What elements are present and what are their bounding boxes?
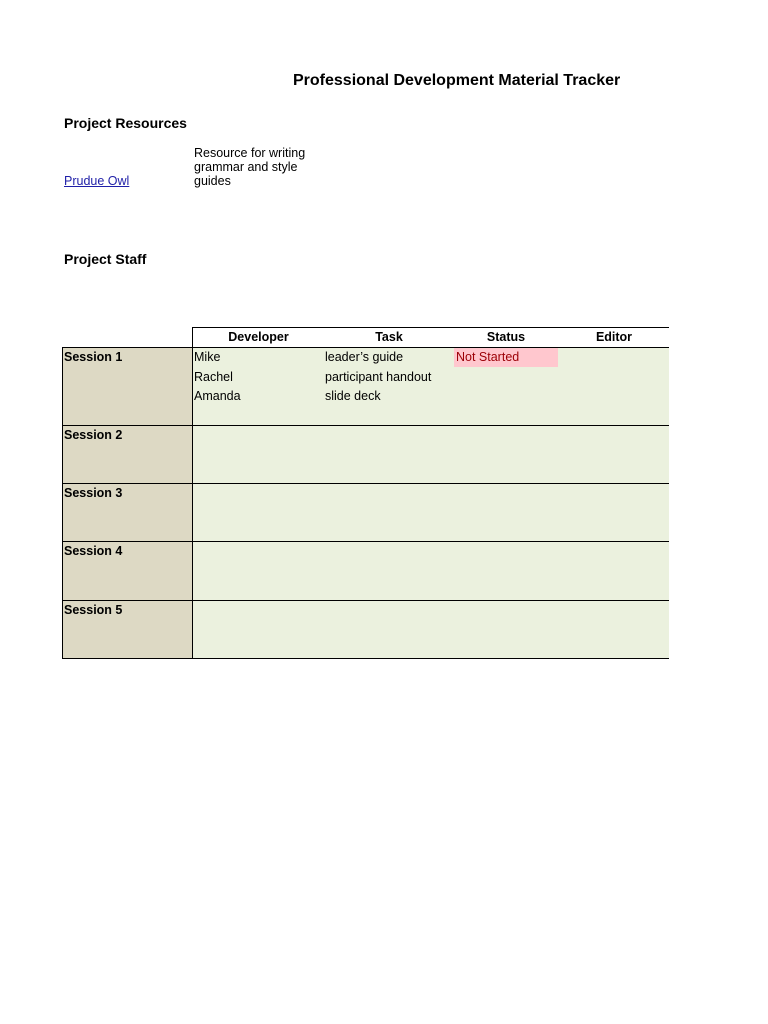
status-text: Not Started: [456, 350, 520, 364]
session-block-5: [62, 600, 669, 658]
tracker-table: [62, 327, 669, 659]
session-label: Session 4: [64, 544, 123, 558]
session-label-cell: [62, 426, 193, 483]
session-label: Session 1: [64, 350, 123, 364]
session-body[interactable]: [193, 426, 669, 483]
session-label-cell: [62, 484, 193, 541]
tracker-header-row: [192, 327, 669, 347]
session-label: Session 5: [64, 603, 123, 617]
developer-cell[interactable]: Amanda: [194, 389, 241, 403]
session-label-cell: [62, 601, 193, 658]
task-cell[interactable]: participant handout: [325, 370, 432, 384]
session-body[interactable]: [193, 484, 669, 541]
session-label: Session 3: [64, 486, 123, 500]
session-block-3: [62, 483, 669, 541]
session-block-4: [62, 541, 669, 600]
session-body[interactable]: [193, 542, 669, 600]
column-header-developer: Developer: [228, 330, 289, 344]
project-resources-heading: Project Resources: [64, 115, 187, 131]
session-block-1: [62, 347, 669, 425]
page-title: Professional Development Material Tracker: [293, 72, 621, 89]
resource-link-purdue-owl[interactable]: Prudue Owl: [64, 174, 130, 188]
status-badge[interactable]: [454, 348, 558, 367]
session-rows: [193, 348, 669, 425]
column-header-status: Status: [486, 330, 526, 344]
project-staff-heading: Project Staff: [64, 251, 147, 267]
session-label-cell: [62, 542, 193, 600]
resource-description: Resource for writing grammar and style guides: [194, 146, 306, 188]
session-label-cell: [62, 348, 193, 425]
tracker-bottom-border: [62, 658, 669, 659]
column-header-task: Task: [375, 330, 403, 344]
session-body[interactable]: [193, 601, 669, 658]
developer-cell[interactable]: Mike: [194, 350, 221, 364]
task-cell[interactable]: leader’s guide: [325, 350, 404, 364]
task-cell[interactable]: slide deck: [325, 389, 381, 403]
developer-cell[interactable]: Rachel: [194, 370, 233, 384]
session-label: Session 2: [64, 428, 123, 442]
session-block-2: [62, 425, 669, 483]
column-header-editor: Editor: [595, 330, 633, 344]
